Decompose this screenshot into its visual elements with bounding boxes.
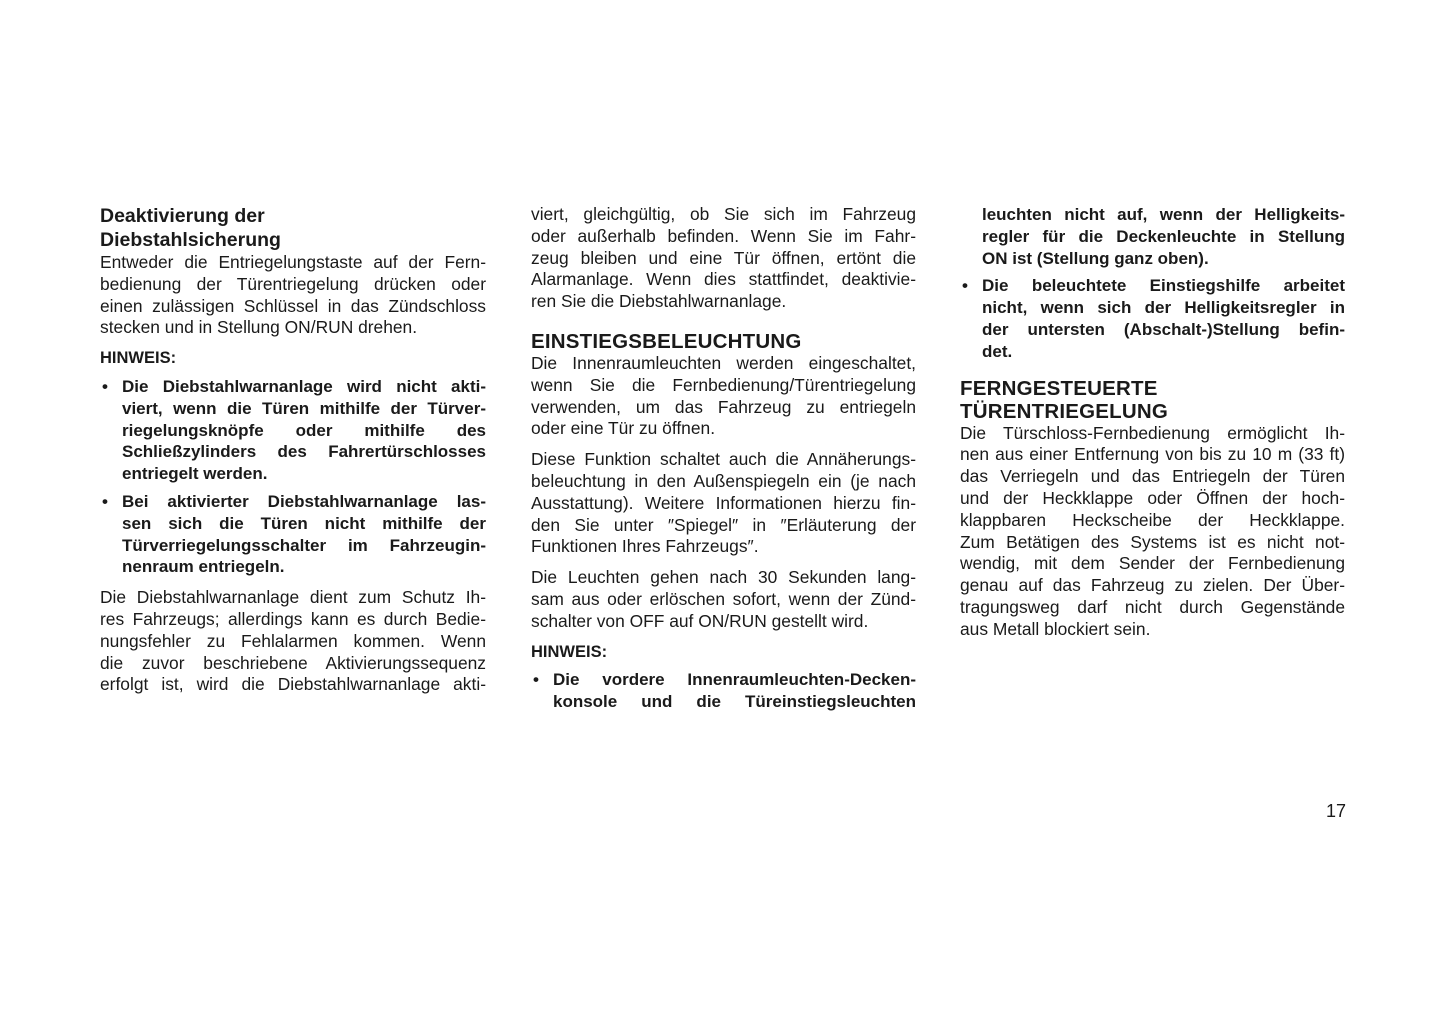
paragraph-entry-3: Die Leuchten gehen nach 30 Sekunden lang- sam aus oder erlöschen sofort, wenn der Zünd- schalter von OFF auf ON/RUN gestellt wird. bbox=[531, 567, 916, 631]
bullet-icon: • bbox=[533, 670, 539, 690]
bullet-continuation: leuchten nicht auf, wenn der Helligkeits- regler für die Deckenleuchte in Stellung ON ist (Stellung ganz oben). bbox=[982, 205, 1345, 268]
list-item: • Bei aktivierter Diebstahlwarnanlage las- sen sich die Türen nicht mithilfe der Türverriegelungsschalter im Fahrzeugin- nenraum entriegeln. bbox=[102, 491, 486, 577]
paragraph-closing: Die Diebstahlwarnanlage dient zum Schutz Ih- res Fahrzeugs; allerdings kann es durch Bedie- nungsfehler zu Fehlalarmen kommen. Wenn die zuvor beschriebene Aktivierungssequenz erfolgt ist, wird die Diebstahlwarnanlage akti- bbox=[100, 587, 486, 695]
note-label: HINWEIS: bbox=[531, 642, 608, 661]
page-number: 17 bbox=[1325, 801, 1346, 821]
paragraph-entry-1: Die Innenraumleuchten werden eingeschaltet, wenn Sie die Fernbedienung/Türentriegelung verwenden, um das Fahrzeug zu entriegeln oder eine Tür zu öffnen. bbox=[531, 352, 916, 439]
list-item: • Die vordere Innenraumleuchten-Decken- konsole und die Türeinstiegsleuchten bbox=[533, 670, 916, 712]
bullet-icon: • bbox=[102, 376, 108, 396]
note-bullet-list bbox=[960, 275, 1345, 362]
note-label: HINWEIS: bbox=[100, 349, 177, 368]
column-right bbox=[960, 204, 1345, 641]
note-bullet-list bbox=[100, 376, 486, 578]
paragraph-continuation: viert, gleichgültig, ob Sie sich im Fahrzeug oder außerhalb befinden. Wenn Sie im Fahr- zeug bleiben und eine Tür öffnen, ertönt die Alarmanlage. Wenn dies stattfindet, deaktivie- ren Sie die Diebstahlwarnanlage. bbox=[531, 204, 916, 312]
column-middle bbox=[531, 204, 916, 713]
list-item: • Die Diebstahlwarnanlage wird nicht akti- viert, wenn die Türen mithilfe der Türver- riegelungsknöpfe oder mithilfe des Schließzylinders des Fahrertürschlosses entriegelt werden. bbox=[102, 376, 486, 484]
list-item: • Die beleuchtete Einstiegshilfe arbeitet nicht, wenn sich der Helligkeitsregler in der untersten (Abschalt-)Stellung befin- det. bbox=[962, 276, 1345, 361]
bullet-icon: • bbox=[962, 276, 968, 296]
section-heading-entry-lighting: EINSTIEGSBELEUCHTUNG bbox=[531, 329, 802, 353]
paragraph-entry-2: Diese Funktion schaltet auch die Annäherungs- beleuchtung in den Außenspiegeln ein (je nach Ausstattung). Weitere Informationen hierzu fin- den Sie unter ″Spiegel″ in ″Erläuterung der Funktionen Ihres Fahrzeugs″. bbox=[531, 449, 916, 557]
column-left bbox=[100, 204, 486, 696]
paragraph-remote: Die Türschloss-Fernbedienung ermöglicht Ih- nen aus einer Entfernung von bis zu 10 m (33 ft) das Verriegeln und das Entriegeln der Türen und der Heckklappe oder Öffnen der hoch- klappbaren Heckscheibe der Heckklappe. Zum Betätigen des Systems ist es nicht not- wendig, mit dem Sender der Fernbedienung genau auf das Fahrzeug zu zielen. Der Über- tragungsweg darf nicht durch Gegenstände aus Metall blockiert sein. bbox=[960, 422, 1345, 639]
section-heading-remote-unlock: FERNGESTEUERTE TÜRENTRIEGELUNG bbox=[960, 376, 1168, 423]
bullet-icon: • bbox=[102, 491, 108, 511]
paragraph-intro: Entweder die Entriegelungstaste auf der Fern- bedienung der Türentriegelung drücken oder einen zulässigen Schlüssel in das Zündschloss stecken und in Stellung ON/RUN drehen. bbox=[100, 252, 486, 338]
note-bullet-list bbox=[531, 669, 916, 713]
section-heading-deactivation: Deaktivierung der Diebstahlsicherung bbox=[100, 205, 281, 251]
